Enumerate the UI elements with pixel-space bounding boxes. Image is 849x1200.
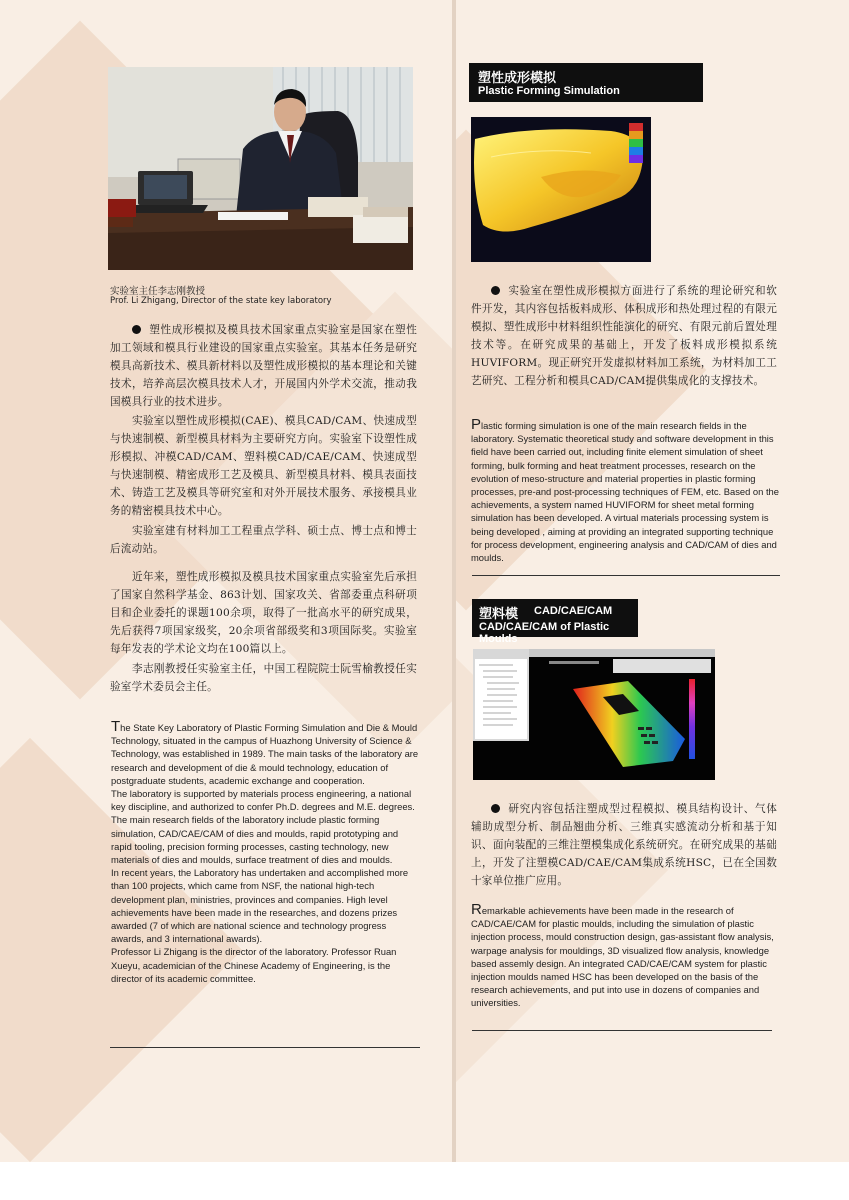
english-paragraph: Professor Li Zhigang is the director of the laboratory. Professor Ruan Xueyu, academician of the Chinese Academy of Engineering, is the director of its academic committee. (111, 946, 397, 984)
research-directions-chinese: 实验室以塑性成形模拟(CAE)、模具CAD/CAM、快速成型与快速制模、新型模具材料为主要研究方向。实验室下设塑性成形模拟、冲模CAD/CAM、塑料模CAD/CAE/CAM、快速成型与快速制模、精密成形工艺及模具、新型模具材料、模具表面技术、铸造工艺及模具等研究室和对外开展技术服务、承接模具业务的精密模具技术中心。 (110, 415, 417, 517)
section-title-chinese: 塑性成形模拟 (478, 71, 557, 86)
achievements-chinese: 近年来，塑性成形模拟及模具技术国家重点实验室先后承担了国家自然科学基金、863计划、国家攻关、省部委重点科研项目和企业委托的课题100余项，取得了一批高水平的研究成果，先后获得7项国家级奖，20余项省部级奖和3项国际奖。实验室每年发表的学术论文均在100篇以上。 (110, 571, 417, 655)
disciplines-chinese: 实验室建有材料加工工程重点学科、硕士点、博士点和博士后流动站。 (110, 525, 417, 555)
section-title-english: CAD/CAE/CAM of Plastic Moulds (479, 621, 610, 645)
english-paragraph: The main research fields of the laboratory include plastic forming simulation, CAD/CAE/CAM of dies and moulds, rapid prototyping and rapid tooling, precision forming processes, casting technology, new materials of dies and moulds, surface treatment of dies and moulds. (111, 814, 399, 866)
section-title-sub: CAD/CAE/CAM (534, 605, 613, 617)
drop-cap: T (111, 718, 121, 735)
plastic-moulds-chinese: 研究内容包括注塑成型过程模拟、模具结构设计、气体辅助成型分析、制品翘曲分析、三维真实感流动分析和基于知识、面向装配的三维注塑模集成化系统研究。在研究成果的基础上，开发了注塑模CAD/CAE/CAM集成系统HSC，已在全国数十家单位推广应用。 (471, 803, 777, 887)
english-paragraph: The State Key Laboratory of Plastic Forming Simulation and Die & Mould Technology, situated in the campus of Huazhong University of Science & Technology, was established in 1989. The main tasks of the laboratory are research and development of die & mould technology, education of postgraduate students, academic exchange and cooperation. (111, 718, 419, 786)
english-paragraph: In recent years, the Laboratory has undertaken and accomplished more than 100 projects, which came from NSF, the national high-tech development plan, ministries, provinces and companies. High level achievements have been made in the researches, and dozens prizes awarded (7 of which are national science and technology progress awards, and 3 international awards). (111, 867, 409, 945)
director-photo-illustration (108, 67, 413, 270)
section-title-chinese: 塑料模 (479, 607, 519, 622)
section-title-english: Plastic Forming Simulation (478, 85, 620, 97)
bullet-icon (491, 804, 500, 813)
director-photo (108, 67, 413, 270)
forming-simulation-render (471, 117, 651, 262)
forming-simulation-image (471, 117, 651, 262)
bullet-icon (491, 286, 500, 295)
drop-cap: R (471, 901, 482, 918)
intro-paragraph-chinese: 塑性成形模拟及模具技术国家重点实验室是国家在塑性加工领域和模具行业建设的国家重点实验室。其基本任务是研究模具高新技术、模具新材料以及塑性成形模拟的基本理论和关键技术，培养高层次模具技术人才，开展国内外学术交流，推动我国模具行业的技术进步。 (110, 324, 417, 408)
intro-english (111, 720, 419, 985)
leadership-chinese: 李志刚教授任实验室主任，中国工程院院士阮雪榆教授任实验室学术委员会主任。 (110, 663, 417, 693)
section-header-plastic-moulds (472, 599, 638, 645)
plastic-forming-chinese: 实验室在塑性成形模拟方面进行了系统的理论研究和软件开发，其内容包括板料成形、体积成形和热处理过程的有限元模拟、塑性成形中材料组织性能演化的研究、有限元前后置处理技术等。在研究成果的基础上，开发了板料成形模拟系统HUVIFORM。现正研究开发虚拟材料加工系统，为材料加工工艺研究、工程分析和模具CAD/CAM提供集成化的支撑技术。 (471, 285, 777, 387)
plastic-moulds-english: Remarkable achievements have been made in the research of CAD/CAE/CAM for plastic moulds, including the simulation of plastic injection process, mould construction design, gas-assistant flow analysis, warpage analysis for mouldings, 3D visualized flow analysis, knowledge based assemly design. An integrated CAD/CAE/CAM system for plastic injection moulds named HSC has been developed on the basis of the research achievements, and put into use in dozens of companies and universities. (471, 901, 774, 1009)
drop-cap: P (471, 416, 482, 433)
mould-cae-screenshot (473, 649, 715, 780)
section-header-plastic-forming (469, 63, 703, 102)
divider-rule (472, 1030, 772, 1031)
photo-caption-chinese: 实验室主任李志刚教授 (110, 286, 206, 297)
mould-cae-render (473, 649, 715, 780)
divider-rule (110, 1047, 420, 1048)
divider-rule (472, 575, 780, 576)
photo-caption-english: Prof. Li Zhigang, Director of the state key laboratory (110, 296, 332, 306)
english-paragraph: The laboratory is supported by materials process engineering, a national key discipline, and authorized to confer Ph.D. degrees and M.E. degrees. (111, 788, 415, 813)
bullet-icon (132, 325, 141, 334)
plastic-forming-english: Plastic forming simulation is one of the main research fields in the laboratory. Systematic theoretical study and software development in this field have been carried out, including finite element simulation of sheet forming, bulk forming and heat treatment processes, research on the evolution of meso-structure and material properties in plastic forming processes, pre-and post-processing techniques of FEM, etc. Based on the achievements, a system named HUVIFORM for sheet metal forming simulation has been developed. A virtual materials processing system is being developed , aiming at providing an integrated supporting technique for process development, engineering analysis and CAD/CAM of dies and moulds. (471, 416, 779, 564)
page-bottom-margin (0, 1162, 849, 1200)
